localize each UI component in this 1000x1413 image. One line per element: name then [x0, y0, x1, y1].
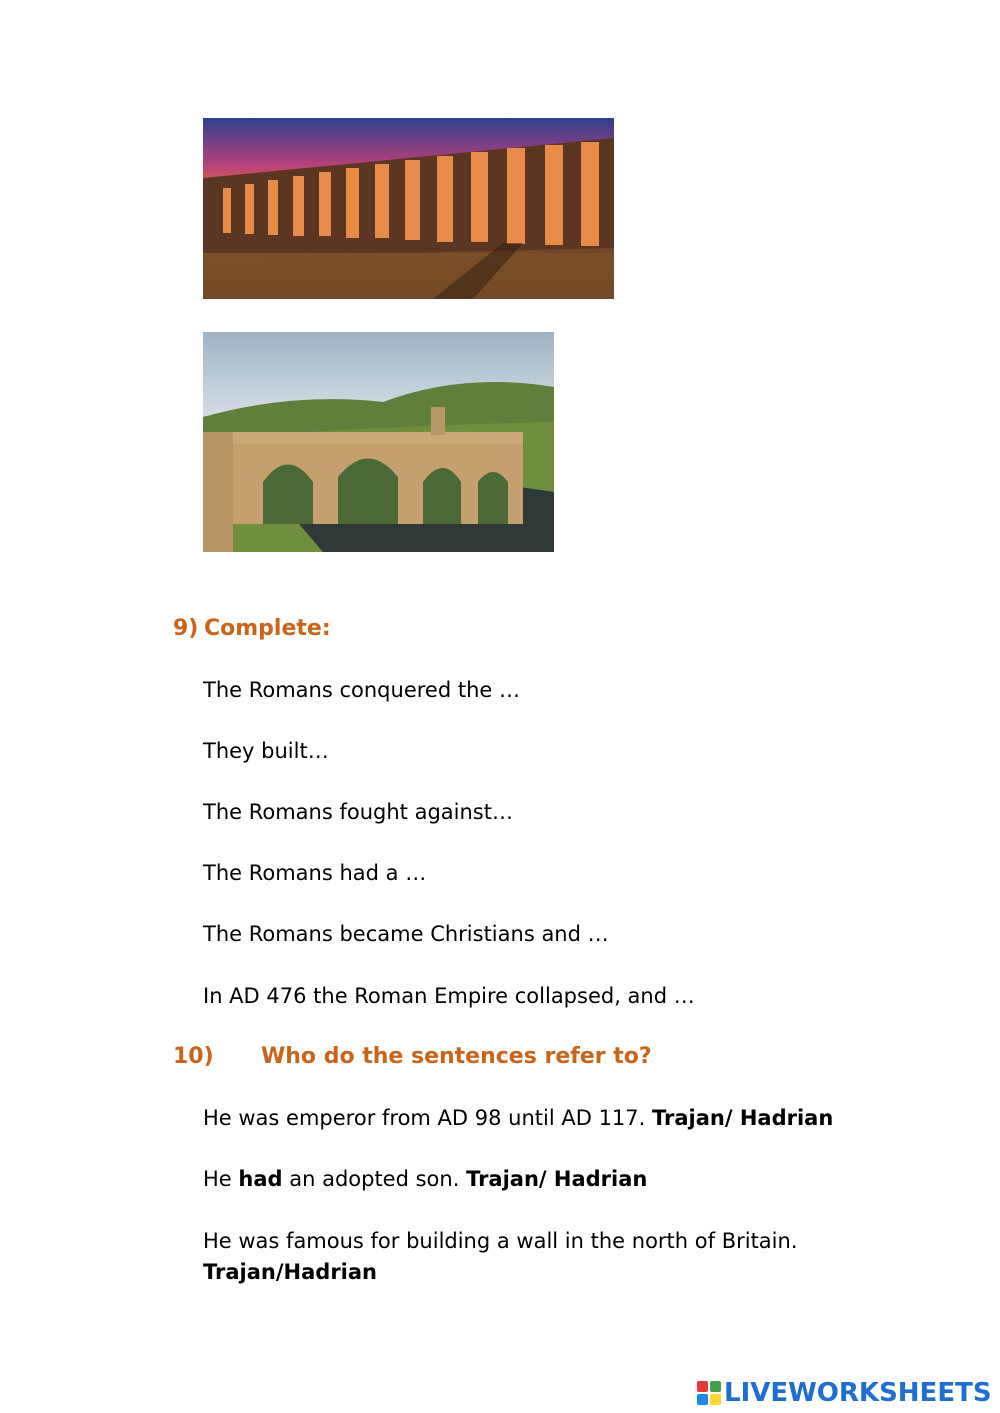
liveworksheets-icon: [697, 1381, 721, 1405]
question-text: He was emperor from AD 98 until AD 117.: [203, 1106, 652, 1130]
section-10-heading: [173, 1044, 652, 1069]
question-options-line: [203, 1260, 377, 1284]
complete-sentence: The Romans had a …: [203, 861, 427, 885]
answer-options[interactable]: Trajan/Hadrian: [203, 1260, 377, 1284]
question-emphasis: had: [238, 1167, 283, 1191]
question-text: He: [203, 1167, 239, 1191]
complete-sentence: They built…: [203, 739, 329, 763]
liveworksheets-wordmark: LIVEWORKSHEETS: [724, 1378, 992, 1408]
answer-options[interactable]: Trajan/ Hadrian: [466, 1167, 648, 1191]
question-text: an adopted son.: [282, 1167, 467, 1191]
section-title: Complete:: [204, 616, 331, 641]
question-line: [203, 1229, 798, 1253]
section-number: 10): [173, 1044, 214, 1069]
question-line: [203, 1106, 833, 1130]
roman-aqueduct-photo: [203, 118, 614, 299]
question-text: He was famous for building a wall in the north of Britain.: [203, 1229, 798, 1253]
roman-bridge-photo: [203, 332, 554, 552]
complete-sentence: The Romans conquered the …: [203, 678, 520, 702]
complete-sentence: The Romans fought against…: [203, 800, 513, 824]
section-9-heading: [173, 616, 331, 641]
question-line: [203, 1167, 647, 1191]
answer-options[interactable]: Trajan/ Hadrian: [652, 1106, 834, 1130]
liveworksheets-logo: [697, 1376, 992, 1410]
complete-sentence: The Romans became Christians and …: [203, 922, 609, 946]
complete-sentence: In AD 476 the Roman Empire collapsed, and …: [203, 984, 695, 1008]
section-number: 9): [173, 616, 199, 641]
section-title: Who do the sentences refer to?: [261, 1044, 652, 1069]
